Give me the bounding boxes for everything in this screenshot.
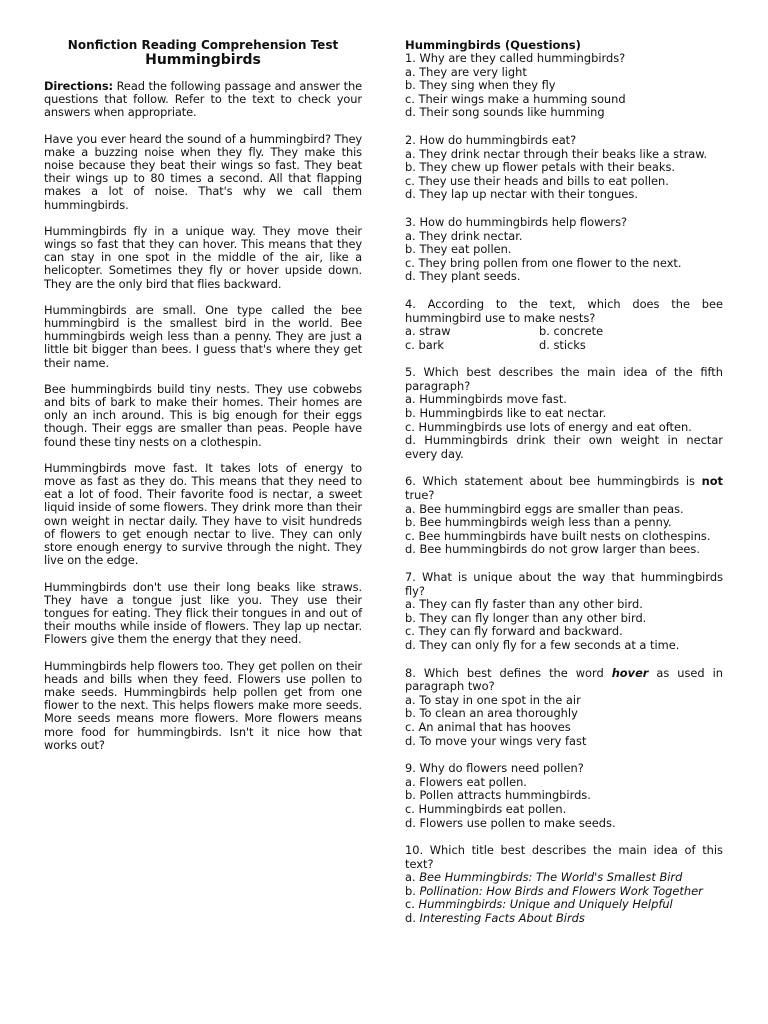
option-letter: a. bbox=[405, 870, 420, 885]
option-b bbox=[405, 885, 723, 899]
option-a: a. Bee hummingbird eggs are smaller than peas. bbox=[405, 501, 684, 516]
option-d: d. Their song sounds like humming bbox=[405, 105, 605, 120]
option-a: a. To stay in one spot in the air bbox=[405, 692, 581, 707]
option-d bbox=[405, 912, 723, 926]
question-text: 2. How do hummingbirds eat? bbox=[405, 132, 577, 147]
question-text: 10. Which title best describes the main idea of this text? bbox=[405, 843, 723, 871]
option-title: Hummingbirds: Unique and Uniquely Helpful bbox=[418, 897, 673, 912]
option-letter: c. bbox=[405, 897, 419, 912]
option-letter: b. bbox=[405, 883, 420, 898]
option-b: b. Pollen attracts hummingbirds. bbox=[405, 788, 591, 803]
questions-heading: Hummingbirds (Questions) bbox=[405, 38, 581, 52]
passage-column bbox=[44, 38, 362, 765]
option-a: a. They drink nectar. bbox=[405, 228, 523, 243]
question-text-part: as used in paragraph two? bbox=[405, 665, 723, 694]
option-c: c. They bring pollen from one flower to the next. bbox=[405, 255, 682, 270]
passage-paragraph-3: Hummingbirds are small. One type called the bee hummingbird is the smallest bird in the world. Bee hummingbirds weigh less than a penny. They are just a little bit bigger than bees. I guess that's where they get their name. bbox=[44, 302, 362, 370]
question-6 bbox=[405, 475, 723, 557]
option-d: d. They can only fly for a few seconds at a time. bbox=[405, 637, 680, 652]
option-c: c. They can fly forward and backward. bbox=[405, 624, 623, 639]
option-d: d. sticks bbox=[539, 337, 586, 352]
directions-label: Directions: bbox=[44, 79, 113, 93]
option-c: c. Their wings make a humming sound bbox=[405, 91, 626, 106]
option-d: d. To move your wings very fast bbox=[405, 733, 587, 748]
question-9 bbox=[405, 762, 723, 830]
question-10 bbox=[405, 844, 723, 926]
question-text bbox=[405, 667, 723, 694]
options-grid bbox=[405, 325, 723, 352]
option-b: b. They can fly longer than any other bird. bbox=[405, 610, 647, 625]
question-4 bbox=[405, 298, 723, 352]
option-b: b. They sing when they fly bbox=[405, 78, 556, 93]
option-b: b. Hummingbirds like to eat nectar. bbox=[405, 406, 607, 421]
option-d: d. They lap up nectar with their tongues. bbox=[405, 187, 638, 202]
questions-column bbox=[405, 38, 723, 940]
question-text bbox=[405, 475, 723, 502]
passage-paragraph-6: Hummingbirds don't use their long beaks like straws. They have a tongue just like you. They use their tongues for eating. They flick their tongues in and out of their mouths while inside of flowers. They lap up nectar. Flowers give them the energy that they need. bbox=[44, 579, 362, 647]
option-d: d. Bee hummingbirds do not grow larger than bees. bbox=[405, 542, 700, 557]
option-b: b. They chew up flower petals with their beaks. bbox=[405, 160, 676, 175]
option-b: b. They eat pollen. bbox=[405, 242, 512, 257]
question-3 bbox=[405, 216, 723, 284]
question-text: 1. Why are they called hummingbirds? bbox=[405, 51, 626, 65]
option-title: Bee Hummingbirds: The World's Smallest Bird bbox=[419, 870, 683, 885]
option-a: a. Flowers eat pollen. bbox=[405, 774, 527, 789]
option-d: d. They plant seeds. bbox=[405, 269, 521, 284]
option-c bbox=[405, 898, 723, 912]
question-text: 9. Why do flowers need pollen? bbox=[405, 761, 584, 776]
question-1 bbox=[405, 52, 723, 120]
option-c: c. An animal that has hooves bbox=[405, 719, 571, 734]
option-d: d. Hummingbirds drink their own weight in nectar every day. bbox=[405, 433, 723, 461]
option-a bbox=[405, 871, 723, 885]
option-c: c. Hummingbirds use lots of energy and eat often. bbox=[405, 419, 692, 434]
option-a: a. They drink nectar through their beaks like a straw. bbox=[405, 146, 708, 161]
emphasis-hover: hover bbox=[611, 665, 649, 680]
option-title: Interesting Facts About Birds bbox=[419, 911, 585, 926]
question-text: 5. Which best describes the main idea of the fifth paragraph? bbox=[405, 365, 723, 393]
question-text-part: true? bbox=[405, 488, 435, 503]
option-d: d. Flowers use pollen to make seeds. bbox=[405, 815, 616, 830]
directions-text: Read the following passage and answer the questions that follow. Refer to the text to check your answers when appropriate. bbox=[44, 79, 362, 120]
option-c: c. Hummingbirds eat pollen. bbox=[405, 801, 567, 816]
question-8 bbox=[405, 667, 723, 749]
option-title: Pollination: How Birds and Flowers Work Together bbox=[419, 883, 703, 898]
option-a: a. They can fly faster than any other bird. bbox=[405, 597, 643, 612]
question-5 bbox=[405, 366, 723, 461]
question-text-part: 6. Which statement about bee hummingbirds is bbox=[405, 474, 702, 489]
test-title: Nonfiction Reading Comprehension Test bbox=[67, 38, 339, 52]
passage-paragraph-5: Hummingbirds move fast. It takes lots of energy to move as fast as they do. This means that they need to eat a lot of food. Their favorite food is nectar, a sweet liquid inside of some flowers. They drink more than their own weight in nectar daily. They have to visit hundreds of flowers to get enough nectar to live. They can only store enough energy to survive through the night. They live on the edge. bbox=[44, 460, 362, 568]
passage-paragraph-7: Hummingbirds help flowers too. They get pollen on their heads and bills when they feed. Flowers use pollen to make seeds. Hummingbirds help pollen get from one flower to the next. This helps flowers make more seeds. More seeds means more flowers. More flowers means more food for hummingbirds. Isn't it nice how that works out? bbox=[44, 658, 362, 752]
question-text-part: 8. Which best defines the word bbox=[405, 665, 612, 680]
option-c: c. They use their heads and bills to eat pollen. bbox=[405, 173, 669, 188]
passage-paragraph-1: Have you ever heard the sound of a hummingbird? They make a buzzing noise when they fly. They make this noise because they beat their wings so fast. They beat their wings up to 80 times a second. All that flapping makes a lot of noise. That's why we call them hummingbirds. bbox=[44, 131, 362, 212]
option-b: b. concrete bbox=[539, 324, 604, 339]
directions bbox=[44, 80, 362, 120]
option-a: a. They are very light bbox=[405, 64, 527, 79]
question-2 bbox=[405, 134, 723, 202]
option-a: a. Hummingbirds move fast. bbox=[405, 392, 567, 407]
passage-paragraph-4: Bee hummingbirds build tiny nests. They use cobwebs and bits of bark to make their homes. Their homes are only an inch around. This is big enough for their eggs though. Their eggs are smaller than peas. People have found these tiny nests on a clothespin. bbox=[44, 381, 362, 449]
passage-title: Hummingbirds bbox=[145, 52, 261, 68]
option-c: c. bark bbox=[405, 337, 444, 352]
question-7 bbox=[405, 571, 723, 653]
option-letter: d. bbox=[405, 911, 420, 926]
option-c: c. Bee hummingbirds have built nests on clothespins. bbox=[405, 528, 711, 543]
emphasis-not: not bbox=[701, 474, 723, 489]
option-b: b. To clean an area thoroughly bbox=[405, 706, 578, 721]
question-text: 7. What is unique about the way that hummingbirds fly? bbox=[405, 570, 723, 598]
question-text: 3. How do hummingbirds help flowers? bbox=[405, 214, 628, 229]
option-a: a. straw bbox=[405, 324, 451, 339]
option-b: b. Bee hummingbirds weigh less than a penny. bbox=[405, 515, 672, 530]
passage-paragraph-2: Hummingbirds fly in a unique way. They move their wings so fast that they can hover. This means that they can stay in one spot in the middle of the air, like a helicopter. Sometimes they fly or hover upside down. They are the only bird that flies backward. bbox=[44, 223, 362, 291]
question-text: 4. According to the text, which does the bee hummingbird use to make nests? bbox=[405, 296, 723, 325]
